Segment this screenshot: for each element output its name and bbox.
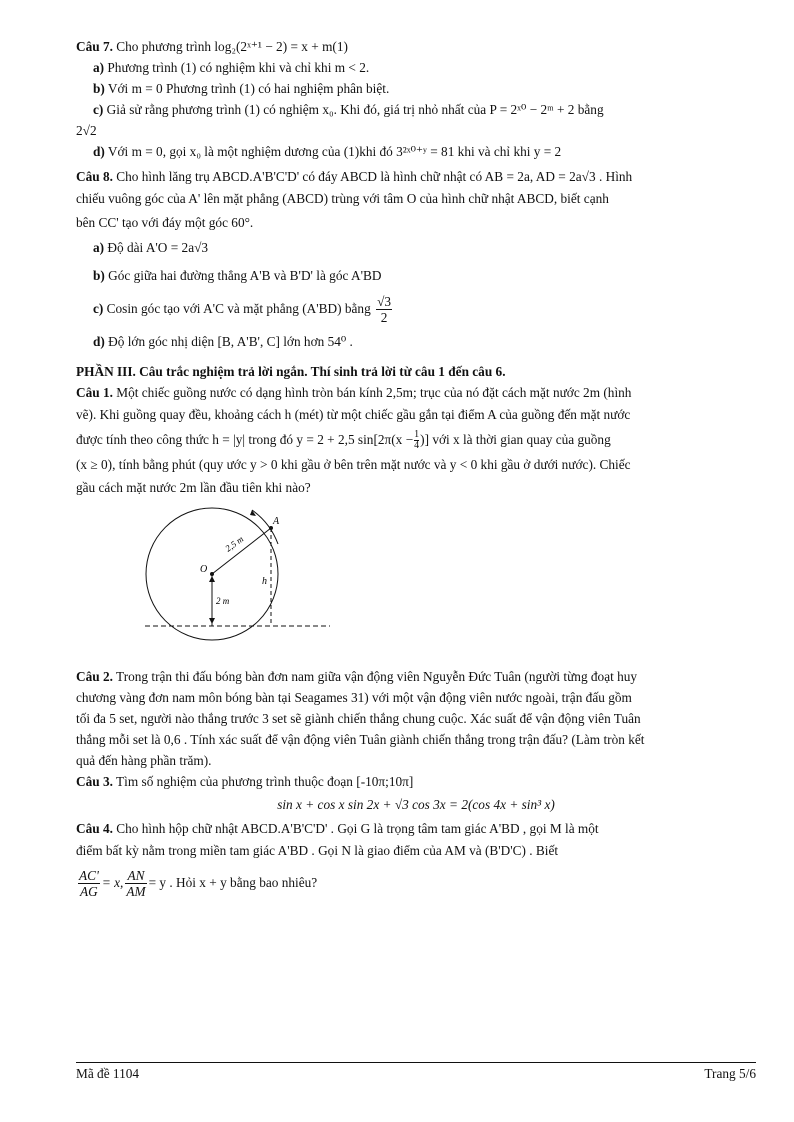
- q4-frac2-den: AM: [126, 884, 146, 900]
- q7-d-label: d): [93, 144, 105, 159]
- q8-c-frac-num: √3: [377, 294, 392, 310]
- q1-line-4: (x ≥ 0), tính bằng phút (quy ước y > 0 khi gầu ở bên trên mặt nước và y < 0 khi gầu ở dưới nước). Chiếc: [76, 457, 631, 472]
- q1-line3a: được tính theo công thức h = |y| trong đó y = 2 + 2,5 sin[2π(x −: [76, 432, 414, 447]
- q1-line3b: )] với x là thời gian quay của guồng: [420, 432, 611, 447]
- q4-frac2-num: AN: [125, 868, 146, 884]
- q7-option-a: [76, 57, 756, 78]
- label-h: h: [262, 576, 267, 587]
- q4-tail: = y . Hỏi x + y bằng bao nhiêu?: [148, 875, 318, 890]
- q1-label: Câu 1.: [76, 385, 113, 400]
- q8-option-a: [76, 235, 756, 261]
- q3-label: Câu 3.: [76, 774, 113, 789]
- q4-fraction-1: [78, 868, 100, 899]
- q4-line1-text: Cho hình hộp chữ nhật ABCD.A'B'C'D' . Gọi G là trọng tâm tam giác A'BD , gọi M là một: [112, 821, 599, 836]
- q7-option-c-cont: 2√2: [76, 123, 97, 138]
- q2-line-3: tối đa 5 set, người nào thắng trước 3 set sẽ giành chiến thắng chung cuộc. Xác suất để vận động viên Tuân: [76, 711, 641, 726]
- label-2m: 2 m: [216, 596, 230, 606]
- q7-c-text: Giả sử rằng phương trình (1) có nghiệm x₀. Khi đó, giá trị nhỏ nhất của P = 2ˣ⁰ − 2ᵐ + 2 bằng: [103, 102, 604, 117]
- q8-b-label: b): [93, 268, 105, 283]
- q8-label: Câu 8.: [76, 169, 113, 184]
- q1-line-1: [76, 382, 756, 403]
- down-arrow-icon: [209, 618, 215, 624]
- q7-label: Câu 7.: [76, 39, 113, 54]
- up-arrow-icon: [209, 576, 215, 582]
- q8-d-text: Độ lớn góc nhị diện [B, A'B', C] lớn hơn 54⁰ .: [104, 334, 353, 349]
- radius-line: [212, 528, 271, 574]
- q8-option-d: [76, 327, 756, 357]
- q8-stem-text: Cho hình lăng trụ ABCD.A'B'C'D' có đáy ABCD là hình chữ nhật có AB = 2a, AD = 2a√3 . Hình: [112, 169, 633, 184]
- q1-line-5: gầu cách mặt nước 2m lần đầu tiên khi nào?: [76, 480, 311, 495]
- q1-line-3: [76, 427, 756, 453]
- q2-line1-text: Trong trận thi đấu bóng bàn đơn nam giữa vận động viên Nguyễn Đức Tuân (người từng đoạt huy: [112, 669, 638, 684]
- q8-d-label: d): [93, 334, 105, 349]
- q1-frac-num: 1: [414, 429, 420, 441]
- q8-b-text: Góc giữa hai đường thẳng A'B và B'D' là góc A'BD: [104, 268, 382, 283]
- q4-line-1: [76, 818, 756, 839]
- q4-mid: = x,: [101, 875, 124, 890]
- part3-heading: PHẦN III. Câu trắc nghiệm trả lời ngắn. Thí sinh trả lời từ câu 1 đến câu 6.: [76, 364, 506, 379]
- q7-b-label: b): [93, 81, 105, 96]
- q7-a-label: a): [93, 60, 105, 75]
- q1-line-2: vẽ). Khi guồng quay đều, khoảng cách h (mét) từ một chiếc gầu gắn tại điểm A của guồng đến mặt nước: [76, 407, 631, 422]
- page-number: Trang 5/6: [704, 1066, 756, 1081]
- q8-c-label: c): [93, 301, 104, 316]
- water-wheel-diagram: [140, 502, 340, 662]
- q3-line1-text: Tìm số nghiệm của phương trình thuộc đoạn [-10π;10π]: [112, 774, 414, 789]
- label-o: O: [200, 564, 208, 575]
- q8-c-fraction: [376, 294, 392, 325]
- exam-code: Mã đề 1104: [76, 1066, 140, 1081]
- q4-line-2: điểm bất kỳ nằm trong miền tam giác A'BD . Gọi N là giao điểm của AM và (B'D'C) . Biết: [76, 843, 559, 858]
- label-a: A: [273, 516, 280, 527]
- q2-line-1: [76, 666, 756, 687]
- label-radius: 2,5 m: [223, 533, 246, 554]
- q8-c-frac-den: 2: [380, 310, 388, 326]
- q1-frac-den: 4: [414, 440, 420, 452]
- q1-line1-text: Một chiếc guồng nước có dạng hình tròn bán kính 2,5m; trục của nó đặt cách mặt nước 2m (hình: [112, 385, 632, 400]
- q7-d-text: Với m = 0, gọi x₀ là một nghiệm dương của (1)khi đó 3²ˣ⁰⁺ʸ = 81 khi và chỉ khi y = 2: [104, 144, 562, 159]
- q8-option-c: [76, 291, 756, 327]
- q8-stem-3: bên CC' tạo với đáy một góc 60°.: [76, 215, 254, 230]
- q2-line-4: thắng mỗi set là 0,6 . Tính xác suất để vận động viên Tuân giành chiến thắng trong trận đấu? (Làm tròn kết: [76, 732, 645, 747]
- q2-label: Câu 2.: [76, 669, 113, 684]
- q7-stem: [76, 36, 756, 57]
- q8-a-label: a): [93, 240, 105, 255]
- q7-option-b: [76, 78, 756, 99]
- q1-fraction: [414, 430, 419, 451]
- q3-equation: sin x + cos x sin 2x + √3 cos 3x = 2(cos 4x + sin³ x): [277, 797, 555, 812]
- q8-c-text: Cosin góc tạo với A'C và mặt phẳng (A'BD) bằng: [103, 301, 371, 316]
- q7-stem-text: Cho phương trình log₂(2ˣ⁺¹ − 2) = x + m(1): [112, 39, 348, 54]
- center-point: [210, 572, 214, 576]
- q8-option-b: [76, 261, 756, 291]
- q7-option-d: [76, 141, 756, 162]
- q8-a-text: Độ dài A'O = 2a√3: [104, 240, 209, 255]
- q8-stem-2: chiếu vuông góc của A' lên mặt phẳng (ABCD) trùng với tâm O của hình chữ nhật ABCD, biết cạnh: [76, 191, 609, 206]
- q8-stem-1: [76, 166, 756, 187]
- q7-a-text: Phương trình (1) có nghiệm khi và chỉ khi m < 2.: [104, 60, 370, 75]
- q2-line-5: quả đến hàng phần trăm).: [76, 753, 212, 768]
- q4-fraction-2: [125, 868, 146, 899]
- q4-label: Câu 4.: [76, 821, 113, 836]
- q4-frac1-den: AG: [80, 884, 98, 900]
- q4-frac1-num: AC': [79, 868, 99, 884]
- q4-line-3: [76, 863, 756, 903]
- q7-b-text: Với m = 0 Phương trình (1) có hai nghiệm phân biệt.: [104, 81, 390, 96]
- page-footer: [76, 1062, 756, 1082]
- q7-c-label: c): [93, 102, 104, 117]
- q7-option-c: [76, 99, 756, 120]
- exam-page: [76, 36, 756, 903]
- q3-line-1: [76, 771, 756, 792]
- water-wheel-figure: [76, 502, 756, 662]
- q2-line-2: chương vàng đơn nam môn bóng bàn tại Seagames 31) với một vận động viên nước ngoài, trận đấu gồm: [76, 690, 632, 705]
